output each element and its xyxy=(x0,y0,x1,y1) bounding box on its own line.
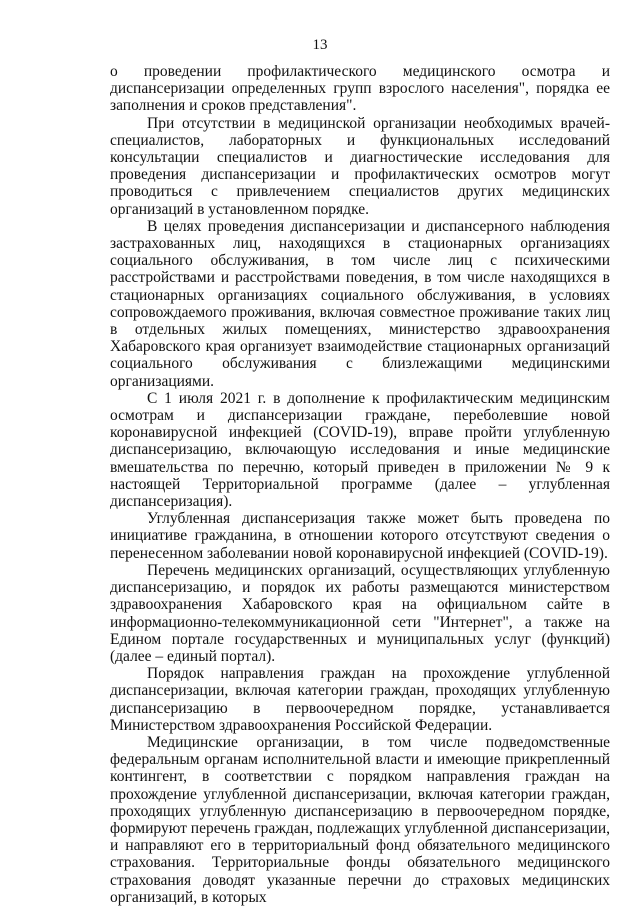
paragraph-medical-organizations: Медицинские организации, в том числе подведомственные федеральным органам исполнительной власти и имеющие прикрепленный контингент, в соответствии с порядком направления граждан на прохождение углубленной диспансеризации, включая категории граждан, проходящих углубленную диспансеризацию в первоочередном порядке, формируют перечень граждан, подлежащих углубленной диспансеризации, и направляют его в территориальный фонд обязательного медицинского страхования. Территориальные фонды обязательного медицинского страхования доводят указанные перечни до страховых медицинских организаций, в которых xyxy=(110,733,610,906)
page-number: 13 xyxy=(312,37,328,53)
paragraph-continuation: о проведении профилактического медицинского осмотра и диспансеризации определенных групп взрослого населения", порядка ее заполнения и сроков представления". xyxy=(110,63,610,115)
paragraph-organizations-list: Перечень медицинских организаций, осуществляющих углубленную диспансеризацию, и порядок их работы размещаются министерством здравоохранения Хабаровского края на официальном сайте в информационно-телекоммуникационной сети "Интернет", а также на Едином портале государственных и муниципальных услуг (функций) (далее – единый портал). xyxy=(110,561,610,665)
document-body xyxy=(110,63,610,906)
paragraph-social-institutions: В целях проведения диспансеризации и диспансерного наблюдения застрахованных лиц, находящихся в стационарных организациях социального обслуживания, в том числе лиц с психическими расстройствами и расстройствами поведения, в том числе находящихся в стационарных организациях социального обслуживания, в условиях сопровождаемого проживания, включая совместное проживание таких лиц в отдельных жилых помещениях, министерство здравоохранения Хабаровского края организует взаимодействие стационарных организаций социального обслуживания с близлежащими медицинскими организациями. xyxy=(110,217,610,390)
paragraph-covid-dispensarization: С 1 июля 2021 г. в дополнение к профилактическим медицинским осмотрам и диспансеризации граждане, переболевшие новой коронавирусной инфекцией (COVID-19), вправе пройти углубленную диспансеризацию, включающую исследования и иные медицинские вмешательства по перечню, который приведен в приложении № 9 к настоящей Территориальной программе (далее – углубленная диспансеризация). xyxy=(110,389,610,511)
paragraph-specialists: При отсутствии в медицинской организации необходимых врачей-специалистов, лабораторных и функциональных исследований консультации специалистов и диагностические исследования для проведения диспансеризации и профилактических осмотров могут проводиться с привлечением специалистов других медицинских организаций в установленном порядке. xyxy=(110,114,610,218)
paragraph-referral-procedure: Порядок направления граждан на прохождение углубленной диспансеризации, включая категории граждан, проходящих углубленную диспансеризацию в первоочередном порядке, устанавливается Министерством здравоохранения Российской Федерации. xyxy=(110,665,610,734)
paragraph-citizen-initiative: Углубленная диспансеризация также может быть проведена по инициативе гражданина, в отношении которого отсутствуют сведения о перенесенном заболевании новой коронавирусной инфекцией (COVID-19). xyxy=(110,510,610,562)
